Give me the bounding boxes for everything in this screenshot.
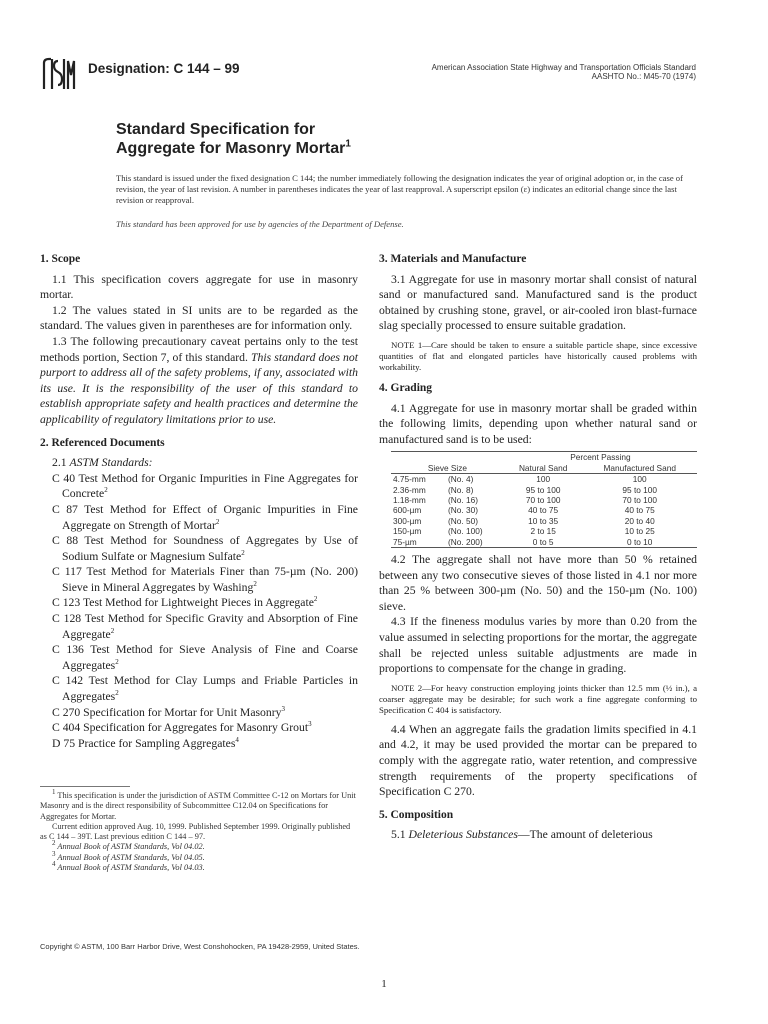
reference-item: C 87 Test Method for Effect of Organic Impurities in Fine Aggregate on Strength of Mortar$^2$ xyxy=(52,502,358,532)
astm-logo xyxy=(40,55,78,93)
title-line1: Standard Specification for xyxy=(116,121,316,138)
footnote-rule xyxy=(40,786,130,787)
scope-p3 xyxy=(40,334,358,428)
left-column xyxy=(40,252,358,751)
refdocs-heading: 2. Referenced Documents xyxy=(40,436,165,449)
scope-p2: 1.2 The values stated in SI units are to be regarded as the standard. The values given in parentheses are for information only. xyxy=(40,303,358,333)
materials-heading: 3. Materials and Manufacture xyxy=(379,253,527,265)
grading-p3: 4.3 If the fineness modulus varies by more than 0.20 from the value assumed in selecting proportions for the mortar, the aggregate shall be rejected unless suitable adjustments are made in proportions to compensate for the change in grading. xyxy=(379,615,697,676)
natural-sand-header: Natural Sand xyxy=(504,463,583,474)
reference-item: C 404 Specification for Aggregates for Masonry Grout$^3$ xyxy=(52,720,312,735)
table-row: 75-µm (No. 200) 0 to 5 0 to 10 xyxy=(391,537,697,548)
dod-note: This standard has been approved for use by agencies of the Department of Defense. xyxy=(116,219,404,229)
reference-item: C 136 Test Method for Sieve Analysis of Fine and Coarse Aggregates$^2$ xyxy=(52,643,358,672)
table-row: 4.75-mm (No. 4) 100 100 xyxy=(393,474,647,485)
table-row: 300-µm (No. 50) 10 to 35 20 to 40 xyxy=(393,515,655,526)
composition-p1: 5.1 Deleterious Substances—The amount of deleterious xyxy=(391,828,653,842)
table-row: 1.18-mm (No. 16) 70 to 100 70 to 100 xyxy=(393,494,658,505)
footnote-1: $^1$ This specification is under the jurisdiction of ASTM Committee C-12 on Mortars for Unit Masonry and is the direct responsibility of Subcommittee C12.04 on Specifications for Aggregates for Mortar. xyxy=(40,788,356,821)
footnote-3: $^3$ Annual Book of ASTM Standards, Vol 04.05. xyxy=(52,850,205,862)
scope-p1: 1.1 This specification covers aggregate for use in masonry mortar. xyxy=(40,272,358,302)
grading-p2: 4.2 The aggregate shall not have more than 50 % retained between any two consecutive sieves of those listed in 4.1 nor more than 25 % between 300-µm (No. 50) and the 150-µm (No. 100) sieve. xyxy=(379,553,697,613)
grading-table xyxy=(391,451,697,548)
reference-item: C 142 Test Method for Clay Lumps and Friable Particles in Aggregates$^2$ xyxy=(52,674,358,704)
footnotes xyxy=(40,788,358,873)
reference-item: C 88 Test Method for Soundness of Aggregates by Use of Sodium Sulfate or Magnesium Sulfate$^2$ xyxy=(52,534,358,563)
footnote-1b: Current edition approved Aug. 10, 1999. Published September 1999. Originally published as C 144 – 39T. Last previous edition C 144 – 97. xyxy=(40,821,351,842)
reference-item: C 123 Test Method for Lightweight Pieces in Aggregate$^2$ xyxy=(52,595,318,610)
sieve-size-header: Sieve Size xyxy=(391,463,504,474)
grading-p4: 4.4 When an aggregate fails the gradation limits specified in 4.1 and 4.2, it may be used provided the mortar can be prepared to comply with the aggregate ratio, water retention, and compressive strength requirements of the property specifications of Specification C 270. xyxy=(379,722,697,799)
reference-item: C 40 Test Method for Organic Impurities in Fine Aggregates for Concrete$^2$ xyxy=(52,471,358,501)
composition-heading: 5. Composition xyxy=(379,808,454,821)
footnote-4: $^4$ Annual Book of ASTM Standards, Vol 04.03. xyxy=(52,860,205,873)
table-row: 150-µm (No. 100) 2 to 15 10 to 25 xyxy=(393,526,655,537)
note-2: NOTE 2—For heavy construction employing joints thicker than 12.5 mm (½ in.), a coarser aggregate may be desirable; for such work a fine aggregate conforming to Specification C 404 is satisfactory. xyxy=(379,682,697,715)
copyright: Copyright © ASTM, 100 Barr Harbor Drive, West Conshohocken, PA 19428-2959, United States. xyxy=(40,942,360,951)
intro-paragraph: This standard is issued under the fixed designation C 144; the number immediately following the designation indicates the year of original adoption or, in the case of revision, the year of last revision. A number in parentheses indicates the year of last reapproval. A superscript epsilon (ε) indicates an editorial change since the last revision or reapproval. xyxy=(116,173,683,205)
reference-item: C 117 Test Method for Materials Finer than 75-µm (No. 200) Sieve in Mineral Aggregates by Washing$^2$ xyxy=(52,565,358,594)
grading-p1: 4.1 Aggregate for use in masonry mortar shall be graded within the following limits, depending upon whether natural sand or manufactured sand is to be used: xyxy=(379,401,697,446)
grading-heading: 4. Grading xyxy=(379,381,433,394)
refdocs-sub-label: ASTM Standards: xyxy=(69,456,153,470)
page-title xyxy=(116,120,351,158)
table-row: 600-µm (No. 30) 40 to 75 40 to 75 xyxy=(393,505,655,516)
title-line2: Aggregate for Masonry Mortar xyxy=(116,140,346,157)
title-footnote-ref: 1 xyxy=(345,138,351,150)
footnote-2: $^2$ Annual Book of ASTM Standards, Vol 04.02. xyxy=(52,839,205,852)
reference-list xyxy=(52,471,358,752)
right-column xyxy=(379,252,697,843)
scope-p3-plain: 1.3 The following precautionary caveat pertains only to the test methods portion, Section 7, of this standard. xyxy=(40,334,358,364)
aashto-line1: American Association State Highway and Transportation Officials Standard xyxy=(431,63,696,72)
table-row: 2.36-mm (No. 8) 95 to 100 95 to 100 xyxy=(393,484,658,495)
materials-p1: 3.1 Aggregate for use in masonry mortar shall consist of natural sand or manufactured sand. Manufactured sand is the product obtained by crushing stone, gravel, or air-cooled iron blast-furnace slag specially processed to ensure suitable gradation. xyxy=(379,272,697,333)
designation: Designation: C 144 – 99 xyxy=(88,61,240,76)
percent-passing-header: Percent Passing xyxy=(504,452,697,463)
reference-item: C 128 Test Method for Specific Gravity and Absorption of Fine Aggregate$^2$ xyxy=(52,612,358,641)
page-number: 1 xyxy=(381,978,387,990)
aashto-line2: AASHTO No.: M45-70 (1974) xyxy=(591,72,696,81)
scope-p3-italic: This standard does not purport to address all of the safety problems, if any, associated with its use. It is the responsibility of the user of this standard to establish appropriate safety and health practices and determine the applicability of regulatory limitations prior to use. xyxy=(40,350,358,426)
note-1: NOTE 1—Care should be taken to ensure a suitable particle shape, since excessive quantities of flat and elongated particles have historically caused problems with workability. xyxy=(379,339,697,372)
reference-item: D 75 Practice for Sampling Aggregates$^4$ xyxy=(52,735,239,750)
refdocs-sub xyxy=(40,455,358,471)
scope-heading: 1. Scope xyxy=(40,253,81,265)
refdocs-sub-num: 2.1 xyxy=(52,456,70,470)
reference-item: C 270 Specification for Mortar for Unit Masonry$^3$ xyxy=(52,704,285,719)
manufactured-sand-header: Manufactured Sand xyxy=(582,463,697,474)
